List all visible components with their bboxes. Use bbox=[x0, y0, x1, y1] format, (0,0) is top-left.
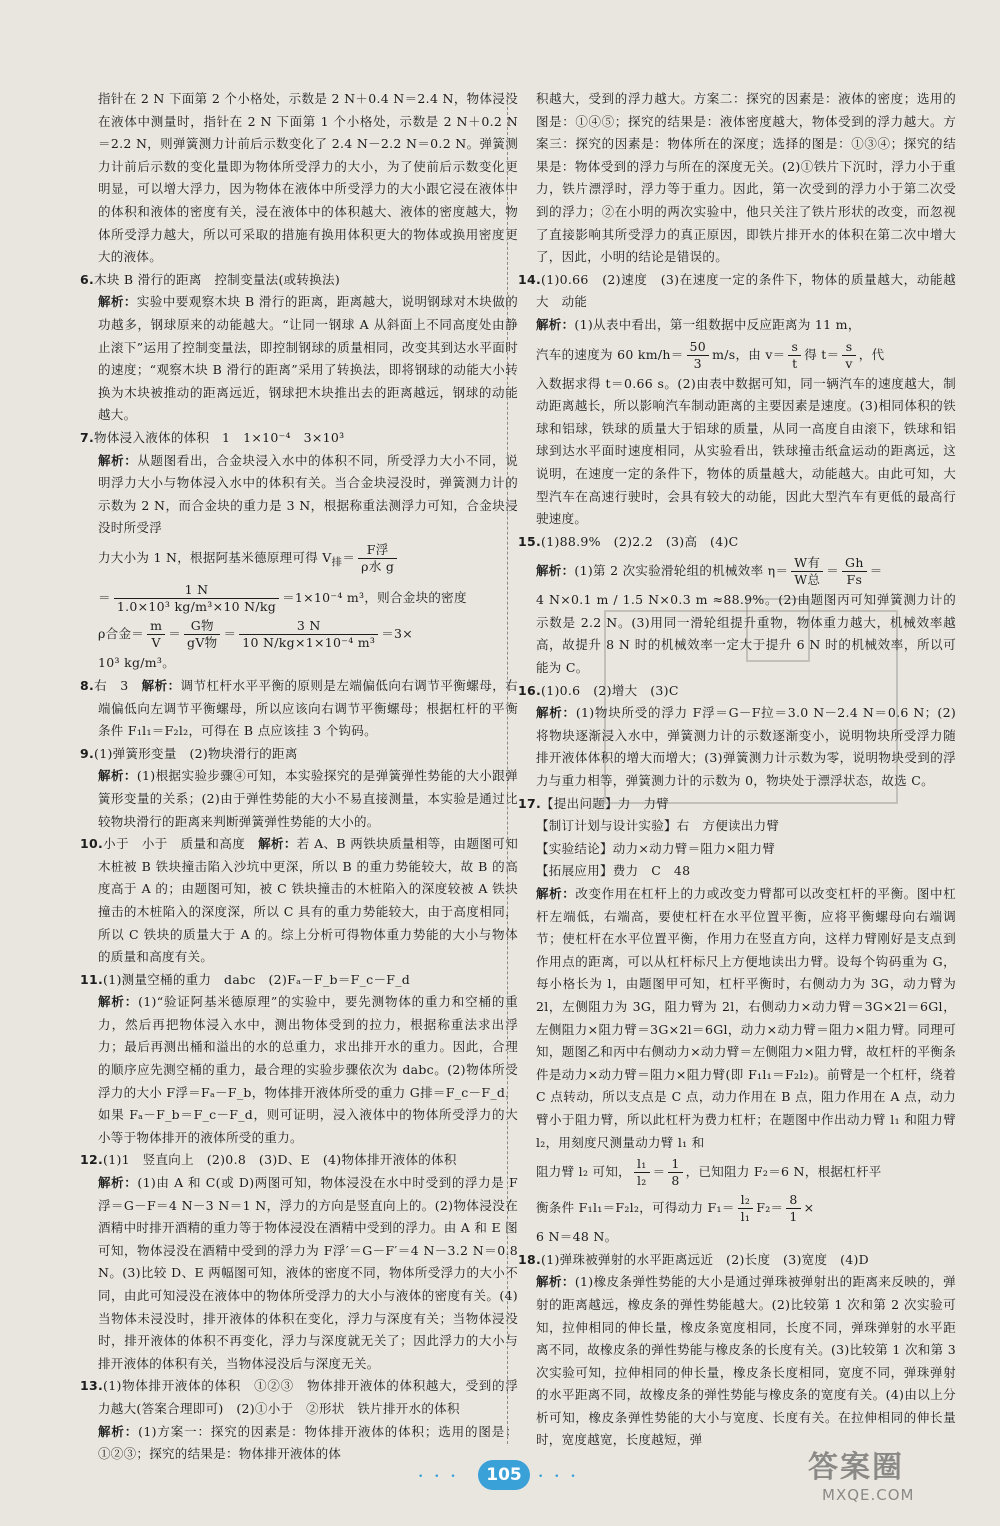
q6-analysis bbox=[80, 291, 518, 427]
q14-fraction-v: $\frac{s}{t}$ bbox=[788, 339, 801, 372]
q14-answer bbox=[518, 269, 956, 314]
q12-number: 12. bbox=[80, 1152, 104, 1168]
q7-number: 7. bbox=[80, 429, 95, 445]
q15-answer-text: (1)88.9% (2)2.2 (3)高 (4)C bbox=[541, 533, 739, 549]
q17-formula-3: 6 N＝48 N。 bbox=[536, 1229, 618, 1245]
q14-analysis-1 bbox=[518, 314, 956, 337]
watermark-main: 答案圈 bbox=[808, 1450, 904, 1485]
q14-analysis-text-1: (1)从表中看出，第一组数据中反应距离为 11 m， bbox=[574, 316, 861, 332]
q16-number: 16. bbox=[518, 682, 542, 698]
q9-analysis bbox=[80, 765, 518, 833]
q18-analysis-text: (1)橡皮条弹性势能的大小是通过弹珠被弹射出的距离来反映的，弹射的距离越远，橡皮条的弹性势能越大。(2)比较第 1 次和第 2 次实验可知，拉伸相同的伸长量，橡皮条宽度相同，长度不同，弹珠弹射的水平距离不同，故橡皮条的弹性势能与橡皮条的长度有关。(3)比较第 1 次和第 3 次实验可知，拉伸相同的伸长量，橡皮条长度相同，宽度不同，弹珠弹射的水平距离不同，故橡皮条的弹性势能与橡皮条的宽度有关。(4)由以上分析可知，橡皮条弹性势能的大小与宽度、长度有关。在拉伸相同的伸长量时，宽度越宽，长度越短，弹 bbox=[536, 1274, 956, 1448]
q6-answer-text: 木块 B 滑行的距离 控制变量法(或转换法) bbox=[94, 271, 341, 287]
q7-answer-text: 物体浸入液体的体积 1 1×10⁻⁴ 3×10³ bbox=[94, 429, 345, 445]
q7-formula-4: 10³ kg/m³。 bbox=[98, 655, 176, 671]
q17-extension: 【拓展应用】费力 C 48 bbox=[536, 863, 691, 879]
q18-analysis-label: 解析： bbox=[536, 1274, 575, 1290]
column-divider bbox=[507, 92, 509, 1444]
q7-fraction-5: $\frac{3 N}{\text{10 N/kg×1×10⁻⁴ m³}}$ bbox=[239, 618, 378, 651]
q7-fraction-4: $\frac{\text{G物}}{\text{gV物}}$ bbox=[184, 618, 220, 651]
q7-analysis-label: 解析： bbox=[98, 452, 138, 468]
q11-analysis-text: (1)“验证阿基米德原理”的实验中，要先测物体的重力和空桶的重力，然后再把物体浸入水中，测出物体受到的拉力，根据称重法求出浮力；最后再测出桶和溢出的水的总重力，求出排开水的重力。因此，合理的顺序应先测空桶的重力，最合理的实验步骤依次为 dabc。(2)物体所受浮力的大小 F浮＝Fₐ－F_b，物体排开液体所受的重力 G排＝F_c－F_d，如果 Fₐ－F_b＝F_c－F_d，则可证明，浸入液体中的物体所受浮力的大小等于物体排开的液体所受的重力。 bbox=[98, 994, 518, 1145]
q10-analysis-text: 若 A、B 两铁块质量相等，由题图可知木桩被 B 铁块撞击陷入沙坑中更深，所以 B 的重力势能较大，故 B 的高度高于 A 的；由题图可知，被 C 铁块撞击的木桩陷入的深度较被 A 铁块撞击的木桩陷入的深度深，所以 C 具有的重力势能较大，由于高度相同，所以 C 铁块的质量大于 A 的。综上分析可得物体重力势能的大小与物体的质量和高度有关。 bbox=[98, 836, 518, 965]
q6-number: 6. bbox=[80, 271, 95, 287]
q15-formula: 解析：(1)第 2 次实验滑轮组的机械效率 η＝ $\frac{\text{W有}}{\text{W总}}$ ＝ $\frac{Gh}{Fs}$ ＝ bbox=[536, 555, 883, 588]
q14-analysis-2: 入数据求得 t＝0.66 s。(2)由表中数据可知，同一辆汽车的速度越大，制动距离越长，所以影响汽车制动距离的主要因素是速度。(3)相同体积的铁球和铝球，铁球的质量大于铝球的质量，从同一高度自由滚下，铁球和铝球到达水平面时速度相同，从实验看出，铁球撞击纸盒运动的距离远，这说明，在速度一定的条件下，物体的质量越大，动能越大。由此可知，大型汽车在高速行驶时，会具有较大的动能，因此大型汽车有更低的最高行驶速度。 bbox=[536, 375, 956, 527]
q17-analysis-text: 改变作用在杠杆上的力或改变力臂都可以改变杠杆的平衡。图中杠杆左端低，右端高，要使杠杆在水平位置平衡，应将平衡螺母向右端调节；使杠杆在水平位置平衡，作用力在竖直方向，这样力臂刚好是支点到作用点的距离，可以从杠杆标尺上方便地读出力臂。设每个钩码重为 G，每小格长为 l，由题图甲可知，杠杆平衡时，右侧动力为 3G，动力臂为 2l，左侧阻力为 3G，阻力臂为 2l，右侧动力×动力臂＝3G×2l＝6Gl，左侧阻力×阻力臂＝3G×2l＝6Gl，动力×动力臂＝阻力×阻力臂。同理可知，题图乙和丙中右侧动力×动力臂＝左侧阻力×阻力臂，故杠杆的平衡条件是动力×动力臂＝阻力×阻力臂(即 F₁l₁＝F₂l₂)。前臂是一个杠杆，绕着 C 点转动，所以支点是 C 点，动力作用在 B 点，阻力作用在 A 点，动力臂小于阻力臂，所以此杠杆为费力杠杆；在题图中作出动力臂 l₁ 和阻力臂 l₂，用刻度尺测量动力臂 l₁ 和 bbox=[536, 886, 956, 1150]
q6-analysis-label: 解析： bbox=[98, 294, 137, 310]
q12-analysis-text: (1)由 A 和 C(或 D)两图可知，物体浸没在水中时受到的浮力是 F浮＝G－F＝4 N－3 N＝1 N，浮力的方向是竖直向上的。(2)物体浸没在酒精中时排开酒精的重力等于物体浸没在酒精中受到的浮力。由 A 和 E 图可知，物体浸没在酒精中受到的浮力为 F浮′＝G－F′＝4 N－3.2 N＝0.8 N。(3)比较 D、E 两幅图可知，液体的密度不同，物体所受浮力的大小不同，由此可知浸没在液体中的物体所受浮力的大小与液体的密度有关。(4)当物体未浸没时，排开液体的体积在变化，浮力与深度有关；当物体浸没时，排开液体的体积不再变化，浮力与深度就无关了；因此浮力的大小与排开液体的体积有关，当物体浸没后与深度无关。 bbox=[98, 1175, 518, 1371]
q8-answer-text: 右 3 bbox=[94, 677, 142, 693]
q7-analysis bbox=[80, 450, 518, 540]
q8-analysis-text: 调节杠杆水平平衡的原则是左端偏低向右调节平衡螺母，右端偏低向左调节平衡螺母，所以应该向右调节平衡螺母；根据杠杆的平衡条件 F₁l₁＝F₂l₂，可得在 B 点应该挂 3 个钩码。 bbox=[98, 677, 518, 739]
q16-answer-text: (1)0.6 (2)增大 (3)C bbox=[541, 682, 679, 698]
q15-fraction-w: $\frac{\text{W有}}{\text{W总}}$ bbox=[791, 555, 823, 588]
q7-fraction-3: $\frac{m}{V}$ bbox=[147, 618, 165, 651]
q13-answer bbox=[80, 1375, 518, 1420]
q9-answer bbox=[80, 743, 518, 766]
q12-answer bbox=[80, 1149, 518, 1172]
q12-analysis bbox=[80, 1172, 518, 1375]
page-number: 105 bbox=[478, 1460, 530, 1490]
q16-analysis-label: 解析： bbox=[536, 705, 576, 721]
watermark-logo bbox=[808, 1442, 978, 1512]
q13-continued: 积越大，受到的浮力越大。方案二：探究的因素是：液体的密度；选用的图是：①④⑤；探究的结果是：液体密度越大，物体受到的浮力越大。方案三：探究的因素是：物体所在的深度；选择的图是：①③④；探究的结果是：物体受到的浮力与所在的深度无关。(2)①铁片下沉时，浮力小于重力，铁片漂浮时，浮力等于重力。因此，第一次受到的浮力小于第二次受到的浮力；②在小明的两次实验中，他只关注了铁片形状的改变，而忽视了直接影响其所受浮力的真正原因，即铁片排开水的体积在第二次中增大了，因此，小明的结论是错误的。 bbox=[536, 91, 956, 265]
q7-analysis-text: 从题图看出，合金块浸入水中的体积不同，所受浮力大小不同，说明浮力大小与物体浸入水中的体积有关。当合金块浸没时，弹簧测力计的示数为 2 N，而合金块的重力是 3 N，根据称重法测浮力可知，合金块浸没时所受浮 bbox=[98, 452, 518, 536]
q17-formula-1: 阻力臂 l₂ 可知， $\frac{\text{l₁}}{\text{l₂}}$ ＝ $\frac{1}{8}$ ，已知阻力 F₂＝6 N，根据杠杆平 bbox=[536, 1156, 882, 1189]
q9-answer-text: (1)弹簧形变量 (2)物块滑行的距离 bbox=[94, 745, 298, 761]
q14-analysis-label: 解析： bbox=[536, 316, 575, 332]
q8-analysis-label: 解析： bbox=[141, 677, 181, 693]
q7-formula-1: 力大小为 1 N，根据阿基米德原理可得 $V_排=$ $\frac{\text{F浮}}{\text{ρ水 g}}$ bbox=[80, 540, 518, 581]
q7-fraction-1: $\frac{\text{F浮}}{\text{ρ水 g}}$ bbox=[358, 542, 397, 575]
q11-analysis-label: 解析： bbox=[98, 994, 139, 1010]
q11-answer bbox=[80, 969, 518, 992]
stamp-overlay bbox=[604, 610, 898, 804]
q18-answer bbox=[518, 1249, 956, 1272]
q15-analysis-label: 解析： bbox=[536, 563, 575, 579]
q11-answer-text: (1)测量空桶的重力 dabc (2)Fₐ－F_b＝F_c－F_d bbox=[103, 971, 411, 987]
q6-analysis-text: 实验中要观察木块 B 滑行的距离，距离越大，说明钢球对木块做的功越多，钢球原来的动能越大。“让同一钢球 A 从斜面上不同高度处由静止滚下”运用了控制变量法，即控制钢球的质量相同，改变其到达水平面时的速度；“观察木块 B 滑行的距离”采用了转换法，即将钢球的动能大小转换为木块被推动的距离远近，钢球把木块推出去的距离越远，钢球的动能越大。 bbox=[98, 294, 518, 423]
q10-answer bbox=[80, 833, 518, 969]
q17-analysis-label: 解析： bbox=[536, 886, 576, 901]
footer-dots-left: • • • bbox=[418, 1472, 460, 1482]
footer-dots-right: • • • bbox=[538, 1472, 580, 1482]
q5-continued: 指针在 2 N 下面第 2 个小格处，示数是 2 N＋0.4 N＝2.4 N，物体浸没在液体中测量时，指针在 2 N 下面第 1 个小格处，示数是 2 N＋0.2 N＝2.2 N，则弹簧测力计前后示数变化了 2.4 N－2.2 N＝0.2 N。弹簧测力计前后示数的变化量即为物体所受浮力的大小，为了使前后示数变化更明显，可以增大浮力，因为物体在液体中所受浮力的大小跟它浸在液体中的体积和液体的密度有关，浸在液体中的体积越大、液体的密度越大，物体所受浮力越大，所以可采取的措施有换用体积更大的物体或换用密度更大的液体。 bbox=[98, 91, 518, 265]
q14-answer-text: (1)0.66 (2)速度 (3)在速度一定的条件下，物体的质量越大，动能越大 动能 bbox=[536, 271, 956, 310]
q15-analysis: 4 N×0.1 m / 1.5 N×0.3 m ≈88.9%。(2)由题图丙可知弹簧测力计的示数是 2.2 N。(3)用同一滑轮组提升重物，物体重力越大，机械效率越高，故提升 8 N 时的机械效率一定大于提升 6 N 时的机械效率，所以可能为 C。 bbox=[536, 592, 956, 676]
q10-answer-text: 小于 小于 质量和高度 bbox=[103, 836, 259, 852]
q11-analysis bbox=[80, 991, 518, 1149]
q17-formula-2: 衡条件 F₁l₁＝F₂l₂，可得动力 F₁＝ $\frac{\text{l₂}}{\text{l₁}}$ F₂＝ $\frac{8}{1}$ × bbox=[536, 1192, 815, 1225]
q6-answer bbox=[80, 269, 518, 292]
q18-number: 18. bbox=[518, 1251, 542, 1267]
q9-analysis-text: (1)根据实验步骤④可知，本实验探究的是弹簧弹性势能的大小跟弹簧形变量的关系；(2)由于弹性势能的大小不易直接测量，本实验是通过比较物块滑行的距离来判断弹簧弹性势能的大小的。 bbox=[98, 768, 518, 829]
q8-answer bbox=[80, 675, 518, 743]
q15-number: 15. bbox=[518, 533, 542, 549]
q14-fraction-t: $\frac{s}{v}$ bbox=[842, 339, 855, 372]
watermark-sub: MXQE.COM bbox=[822, 1486, 915, 1504]
q17-number: 17. bbox=[518, 795, 542, 811]
q13-answer-text: (1)物体排开液体的体积 ①②③ 物体排开液体的体积越大，受到的浮力越大(答案合理即可) (2)①小于 ②形状 铁片排开水的体积 bbox=[98, 1378, 518, 1416]
q9-number: 9. bbox=[80, 745, 95, 761]
q13-analysis-label: 解析： bbox=[98, 1423, 139, 1439]
q17-fraction-l: $\frac{\text{l₁}}{\text{l₂}}$ bbox=[634, 1156, 650, 1189]
q17-analysis bbox=[518, 883, 956, 1154]
left-column bbox=[80, 88, 518, 1462]
q15-answer bbox=[518, 531, 956, 554]
q18-analysis bbox=[518, 1271, 956, 1452]
q11-number: 11. bbox=[80, 971, 104, 987]
q8-number: 8. bbox=[80, 677, 95, 693]
q10-analysis-label: 解析： bbox=[258, 836, 297, 852]
q17-conclusion: 【实验结论】动力×动力臂＝阻力×阻力臂 bbox=[536, 840, 776, 856]
q7-fraction-2: $\frac{1 N}{\text{1.0×10³ kg/m³×10 N/kg}}$ bbox=[114, 582, 279, 615]
q13-analysis-text: (1)方案一：探究的因素是：物体排开液体的体积；选用的图是：①②③；探究的结果是：物体排开液体的体 bbox=[98, 1423, 518, 1462]
q9-analysis-label: 解析： bbox=[98, 768, 137, 784]
q17-fraction-l2: $\frac{\text{l₂}}{\text{l₁}}$ bbox=[738, 1192, 754, 1225]
q18-answer-text: (1)弹珠被弹射的水平距离远近 (2)长度 (3)宽度 (4)D bbox=[541, 1251, 869, 1267]
q7-formula-2: ＝ $\frac{1 N}{\text{1.0×10³ kg/m³×10 N/kg}}$ ＝1×10⁻⁴ m³，则合金块的密度 bbox=[98, 582, 467, 615]
q13-number: 13. bbox=[80, 1378, 104, 1394]
q17-plan: 【制订计划与设计实验】右 方便读出力臂 bbox=[536, 818, 780, 834]
q14-formula: 汽车的速度为 60 km/h＝ $\frac{50}{3}$ m/s，由 v＝ $\frac{s}{t}$ 得 t＝ $\frac{s}{v}$ ，代 bbox=[536, 338, 885, 371]
q16-analysis-text: (1)物块所受的浮力 F浮＝G－F拉＝3.0 N－2.4 N＝0.6 N；(2)将物块逐渐浸入水中，弹簧测力计的示数逐渐变小，说明物块所受浮力随排开液体体积的增大而增大；(3)弹簧测力计示数为零，说明物块受到的浮力与重力相等，弹簧测力计的示数为 0，物块处于漂浮状态，故选 C。 bbox=[536, 705, 956, 789]
q14-number: 14. bbox=[518, 271, 542, 287]
q7-answer bbox=[80, 427, 518, 450]
q10-number: 10. bbox=[80, 836, 104, 852]
q17-fraction-8: $\frac{8}{1}$ bbox=[786, 1192, 800, 1225]
q17-answer-text: 【提出问题】力 力臂 bbox=[541, 795, 670, 811]
q15-fraction-g: $\frac{Gh}{Fs}$ bbox=[842, 555, 867, 588]
q17-fraction-ratio: $\frac{1}{8}$ bbox=[668, 1156, 682, 1189]
q12-answer-text: (1)1 竖直向上 (2)0.8 (3)D、E (4)物体排开液体的体积 bbox=[103, 1152, 457, 1168]
q12-analysis-label: 解析： bbox=[98, 1175, 138, 1191]
q7-formula-3: ρ合金＝ $\frac{m}{V}$ ＝ $\frac{\text{G物}}{\text{gV物}}$ ＝ $\frac{3 N}{\text{10 N/kg×1×10⁻⁴ m³}}$ ＝3× bbox=[98, 618, 414, 651]
q14-fraction-speed: $\frac{50}{3}$ bbox=[687, 339, 710, 372]
